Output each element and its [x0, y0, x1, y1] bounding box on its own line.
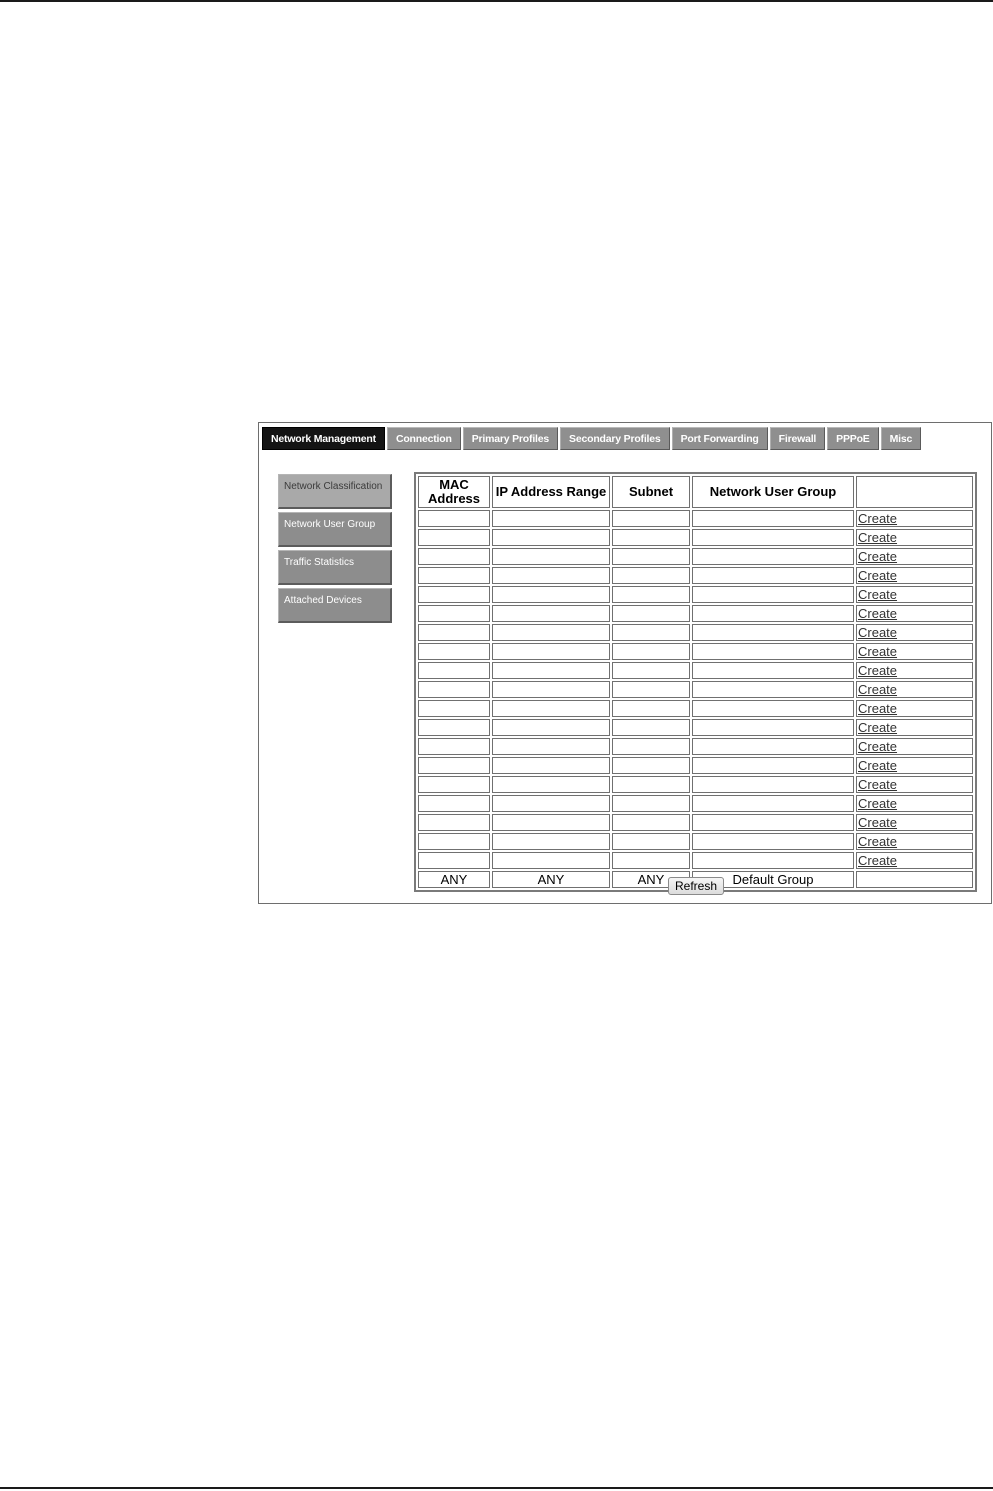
table-cell: [418, 757, 490, 774]
table-cell: [692, 586, 854, 603]
table-row: [418, 624, 973, 641]
create-link[interactable]: Create: [858, 625, 898, 640]
create-link[interactable]: Create: [858, 720, 898, 735]
table-cell: [612, 681, 690, 698]
table-cell: [692, 624, 854, 641]
sidebar-item-network-classification[interactable]: Network Classification: [278, 474, 392, 509]
create-link[interactable]: Create: [858, 834, 898, 849]
create-link[interactable]: Create: [858, 644, 898, 659]
table-row: [418, 833, 973, 850]
column-header: IP Address Range: [492, 476, 610, 508]
table-cell: [692, 776, 854, 793]
table-cell: [418, 738, 490, 755]
table-cell: [492, 662, 610, 679]
tab-firewall[interactable]: Firewall: [770, 427, 826, 450]
table-row: [418, 529, 973, 546]
table-cell: [418, 700, 490, 717]
table-cell: [418, 624, 490, 641]
tab-primary-profiles[interactable]: Primary Profiles: [463, 427, 558, 450]
table-cell: [692, 814, 854, 831]
refresh-button[interactable]: Refresh: [668, 877, 724, 895]
table-cell: [418, 662, 490, 679]
table-cell: [692, 567, 854, 584]
table-cell: [692, 510, 854, 527]
table-cell: [856, 529, 973, 546]
table-cell: [692, 548, 854, 565]
table-cell: [856, 776, 973, 793]
table-row: [418, 757, 973, 774]
create-link[interactable]: Create: [858, 777, 898, 792]
column-header: Subnet: [612, 476, 690, 508]
column-header: [856, 476, 973, 508]
sidebar-item-traffic-statistics[interactable]: Traffic Statistics: [278, 550, 392, 585]
table-cell: [692, 662, 854, 679]
table-cell: [692, 529, 854, 546]
table-cell: [492, 586, 610, 603]
table-cell: [856, 852, 973, 869]
table-cell: [692, 681, 854, 698]
table-cell: [692, 738, 854, 755]
table-cell: [612, 700, 690, 717]
table-cell: [612, 795, 690, 812]
table-cell: [612, 624, 690, 641]
table-cell: [418, 510, 490, 527]
router-admin-window: [258, 422, 992, 904]
create-link[interactable]: Create: [858, 587, 898, 602]
table-row: [418, 681, 973, 698]
table-cell: [692, 833, 854, 850]
table-cell: [418, 833, 490, 850]
table-cell: [856, 624, 973, 641]
table-cell: [492, 795, 610, 812]
top-tab-bar: [262, 427, 921, 450]
table-cell: [612, 814, 690, 831]
table-cell: [492, 624, 610, 641]
create-link[interactable]: Create: [858, 530, 898, 545]
create-link[interactable]: Create: [858, 796, 898, 811]
table-cell: [612, 510, 690, 527]
table-cell: [418, 776, 490, 793]
table-cell: [418, 852, 490, 869]
table-cell: [856, 567, 973, 584]
table-cell: [612, 548, 690, 565]
table-row: [418, 510, 973, 527]
table-cell: [492, 700, 610, 717]
table-cell: [856, 700, 973, 717]
sidebar-item-attached-devices[interactable]: Attached Devices: [278, 588, 392, 623]
table-cell: [492, 719, 610, 736]
network-classification-table-wrapper: [414, 472, 977, 892]
table-cell: [418, 567, 490, 584]
table-cell: [692, 852, 854, 869]
table-cell: [492, 833, 610, 850]
table-row: [418, 814, 973, 831]
table-cell: [492, 548, 610, 565]
create-link[interactable]: Create: [858, 739, 898, 754]
table-cell: [418, 548, 490, 565]
table-cell: [692, 605, 854, 622]
table-cell: [856, 605, 973, 622]
table-row: [418, 776, 973, 793]
table-cell: [612, 567, 690, 584]
create-link[interactable]: Create: [858, 701, 898, 716]
table-cell: [492, 852, 610, 869]
table-cell: [418, 586, 490, 603]
table-row: [418, 586, 973, 603]
table-cell: [418, 529, 490, 546]
table-cell: [856, 586, 973, 603]
table-cell: [612, 776, 690, 793]
table-cell: [492, 605, 610, 622]
table-cell: [856, 814, 973, 831]
table-cell: [612, 662, 690, 679]
table-cell: [612, 757, 690, 774]
table-cell: [612, 738, 690, 755]
table-row: [418, 548, 973, 565]
create-link[interactable]: Create: [858, 606, 898, 621]
tab-misc[interactable]: Misc: [881, 427, 922, 450]
create-link[interactable]: Create: [858, 758, 898, 773]
create-link[interactable]: Create: [858, 511, 898, 526]
table-cell: [612, 586, 690, 603]
table-cell: [418, 719, 490, 736]
table-cell: [418, 605, 490, 622]
page-bottom-rule: [0, 1487, 993, 1489]
table-cell: ANY: [418, 871, 490, 888]
table-cell: ANY: [492, 871, 610, 888]
create-link[interactable]: Create: [858, 549, 898, 564]
table-cell: [856, 738, 973, 755]
table-cell: [856, 757, 973, 774]
create-link[interactable]: Create: [858, 663, 898, 678]
create-link[interactable]: Create: [858, 853, 898, 868]
table-cell: [492, 643, 610, 660]
table-cell: [612, 852, 690, 869]
table-cell: [856, 510, 973, 527]
table-row: [418, 719, 973, 736]
table-row: [418, 605, 973, 622]
table-cell: [418, 681, 490, 698]
table-header-row: [418, 476, 973, 508]
column-header: Network User Group: [692, 476, 854, 508]
table-cell: [856, 871, 973, 888]
table-row: [418, 662, 973, 679]
table-cell: [856, 719, 973, 736]
table-cell: [692, 719, 854, 736]
table-cell: [418, 814, 490, 831]
table-cell: ANY: [612, 871, 690, 888]
table-cell: [418, 643, 490, 660]
create-link[interactable]: Create: [858, 568, 898, 583]
table-cell: [418, 795, 490, 812]
table-cell: [492, 529, 610, 546]
table-cell: [612, 643, 690, 660]
create-link[interactable]: Create: [858, 682, 898, 697]
table-cell: [492, 757, 610, 774]
network-classification-table: [416, 474, 975, 890]
create-link[interactable]: Create: [858, 815, 898, 830]
table-cell: [856, 548, 973, 565]
table-cell: [692, 757, 854, 774]
tab-port-forwarding[interactable]: Port Forwarding: [672, 427, 768, 450]
table-row: [418, 567, 973, 584]
table-row: [418, 738, 973, 755]
tab-pppoe[interactable]: PPPoE: [827, 427, 878, 450]
table-cell: [856, 643, 973, 660]
table-cell: [612, 833, 690, 850]
table-cell: [856, 833, 973, 850]
table-cell: [492, 510, 610, 527]
table-cell: [612, 719, 690, 736]
table-cell: [856, 681, 973, 698]
table-cell: [692, 795, 854, 812]
table-cell: [492, 776, 610, 793]
table-cell: [492, 738, 610, 755]
table-cell: Default Group: [692, 871, 854, 888]
side-menu: [278, 474, 392, 626]
column-header: MAC Address: [418, 476, 490, 508]
table-row: [418, 852, 973, 869]
tab-network-management[interactable]: Network Management: [262, 427, 385, 450]
table-cell: [612, 529, 690, 546]
table-cell: [492, 814, 610, 831]
table-row: [418, 700, 973, 717]
tab-secondary-profiles[interactable]: Secondary Profiles: [560, 427, 670, 450]
table-body: [418, 510, 973, 888]
table-cell: [612, 605, 690, 622]
table-cell: [692, 700, 854, 717]
table-cell: [856, 795, 973, 812]
table-cell: [492, 681, 610, 698]
table-row: [418, 643, 973, 660]
table-row: [418, 795, 973, 812]
table-cell: [492, 567, 610, 584]
table-cell: [856, 662, 973, 679]
page-top-rule: [0, 0, 993, 2]
table-cell: [692, 643, 854, 660]
tab-connection[interactable]: Connection: [387, 427, 461, 450]
sidebar-item-network-user-group[interactable]: Network User Group: [278, 512, 392, 547]
